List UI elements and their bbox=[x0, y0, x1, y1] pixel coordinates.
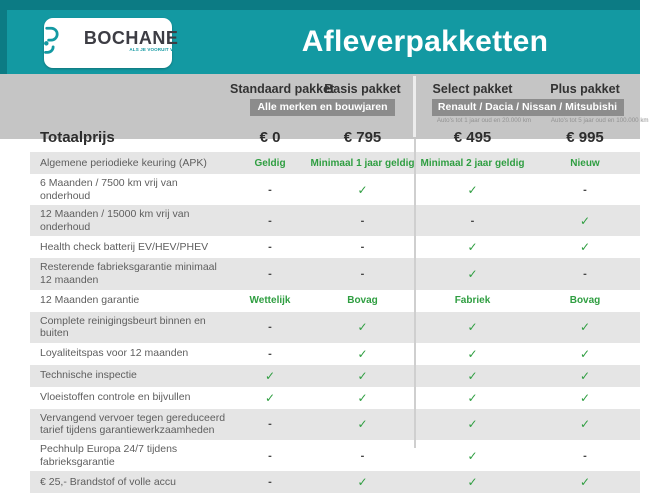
cell-plus: - bbox=[583, 267, 587, 280]
row-label: Technische inspectie bbox=[40, 369, 137, 382]
row-label: Pechhulp Europa 24/7 tijdens fabrieksgarantie bbox=[40, 442, 178, 468]
badge-alle-merken: Alle merken en bouwjaren bbox=[250, 99, 395, 116]
table-row bbox=[30, 409, 640, 440]
cell-plus: ✓ bbox=[579, 368, 591, 383]
cell-select: Minimaal 2 jaar geldig bbox=[420, 157, 525, 169]
bochane-logo bbox=[44, 18, 179, 68]
price-plus: € 995 bbox=[566, 129, 604, 146]
cell-select: ✓ bbox=[467, 346, 478, 361]
cell-standaard: - bbox=[268, 449, 272, 462]
cell-plus: Bovag bbox=[569, 295, 601, 307]
cell-basis: ✓ bbox=[357, 475, 368, 490]
col-title-standaard: Standaard pakket bbox=[230, 82, 335, 96]
cell-basis: ✓ bbox=[357, 346, 368, 361]
col-title-basis: Basis pakket bbox=[324, 82, 401, 96]
logo-wordmark: BOCHANE bbox=[83, 27, 179, 48]
cell-select: ✓ bbox=[467, 320, 478, 335]
table-row bbox=[30, 152, 640, 174]
cell-plus: - bbox=[583, 449, 587, 462]
header-bar bbox=[0, 10, 640, 74]
row-label: Health check batterij EV/HEV/PHEV bbox=[40, 241, 209, 254]
comparison-table bbox=[0, 152, 640, 493]
cell-select: ✓ bbox=[467, 182, 478, 197]
totaalprijs-label: Totaalprijs bbox=[40, 129, 115, 146]
cell-plus: ✓ bbox=[579, 320, 591, 335]
col-title-select: Select pakket bbox=[432, 82, 513, 96]
cell-select: ✓ bbox=[467, 417, 478, 432]
cell-select: ✓ bbox=[467, 240, 478, 255]
cell-select: - bbox=[470, 214, 475, 227]
bochane-logo-icon bbox=[38, 25, 64, 62]
cell-standaard: - bbox=[268, 183, 272, 196]
cell-plus: ✓ bbox=[579, 390, 591, 405]
cell-standaard: Geldig bbox=[254, 157, 286, 169]
row-label: € 25,- Brandstof of volle accu bbox=[40, 475, 176, 488]
row-label: 12 Maanden garantie bbox=[40, 294, 140, 307]
badge-merken-select-plus: Renault / Dacia / Nissan / Mitsubishi bbox=[432, 99, 624, 116]
table-row bbox=[30, 365, 640, 387]
cell-standaard: - bbox=[268, 347, 272, 360]
caption-select: Auto's tot 1 jaar oud en 20.000 km bbox=[436, 117, 532, 124]
packages-header-band bbox=[0, 74, 649, 146]
price-select: € 495 bbox=[453, 129, 492, 146]
cell-basis: - bbox=[360, 449, 365, 462]
cell-plus: Nieuw bbox=[570, 157, 600, 169]
cell-basis: ✓ bbox=[357, 320, 368, 335]
cell-select: ✓ bbox=[467, 368, 478, 383]
cell-select: ✓ bbox=[467, 448, 478, 463]
cell-standaard: - bbox=[268, 241, 272, 254]
cell-basis: - bbox=[360, 214, 365, 227]
cell-select: ✓ bbox=[467, 390, 478, 405]
cell-select: Fabriek bbox=[454, 295, 491, 307]
table-row bbox=[30, 343, 640, 365]
price-basis: € 795 bbox=[343, 129, 382, 146]
cell-standaard: - bbox=[268, 418, 272, 431]
row-label: 12 Maanden / 15000 km vrij van onderhoud bbox=[40, 208, 190, 233]
row-label: 6 Maanden / 7500 km vrij van onderhoud bbox=[40, 177, 178, 202]
cell-basis: - bbox=[360, 267, 365, 280]
table-row bbox=[30, 387, 640, 409]
cell-plus: ✓ bbox=[579, 240, 591, 255]
top-accent-strip bbox=[0, 0, 640, 10]
col-title-plus: Plus pakket bbox=[550, 82, 620, 96]
cell-select: ✓ bbox=[467, 475, 478, 490]
cell-plus: ✓ bbox=[579, 417, 591, 432]
cell-basis: ✓ bbox=[357, 417, 368, 432]
table-row bbox=[30, 471, 640, 493]
cell-standaard: - bbox=[268, 476, 272, 489]
table-row bbox=[30, 205, 640, 236]
table-row bbox=[30, 174, 640, 205]
row-label: Complete reinigingsbeurt binnen en buiten bbox=[40, 314, 206, 340]
price-standaard: € 0 bbox=[259, 129, 281, 146]
row-label: Algemene periodieke keuring (APK) bbox=[40, 156, 207, 169]
table-row bbox=[30, 312, 640, 343]
row-label: Resterende fabrieksgarantie minimaal 12 maanden bbox=[40, 261, 217, 286]
logo-tagline: ALS JE VOORUIT WIL bbox=[129, 47, 179, 52]
cell-plus: ✓ bbox=[579, 213, 591, 228]
row-label: Vloeistoffen controle en bijvullen bbox=[40, 391, 191, 404]
column-group-divider bbox=[413, 76, 416, 137]
table-row bbox=[30, 258, 640, 289]
cell-plus: - bbox=[583, 183, 587, 196]
page-title: Afleverpakketten bbox=[301, 25, 549, 58]
cell-basis: ✓ bbox=[357, 368, 368, 383]
table-row bbox=[30, 236, 640, 258]
cell-basis: - bbox=[360, 241, 365, 254]
caption-plus: Auto's tot 5 jaar oud en 100.000 km bbox=[550, 117, 649, 124]
cell-standaard: Wettelijk bbox=[249, 295, 291, 307]
table-row bbox=[30, 440, 640, 471]
table-row bbox=[30, 290, 640, 312]
cell-standaard: - bbox=[268, 321, 272, 334]
cell-standaard: - bbox=[268, 214, 272, 227]
row-label: Loyaliteitspas voor 12 maanden bbox=[40, 347, 189, 360]
column-group-divider bbox=[414, 139, 416, 448]
cell-basis: ✓ bbox=[357, 182, 368, 197]
cell-plus: ✓ bbox=[579, 475, 591, 490]
cell-standaard: ✓ bbox=[264, 390, 276, 405]
row-label: Vervangend vervoer tegen gereduceerd tarief tijdens garantiewerkzaamheden bbox=[40, 411, 226, 437]
cell-plus: ✓ bbox=[579, 346, 591, 361]
cell-standaard: ✓ bbox=[264, 368, 276, 383]
cell-select: ✓ bbox=[467, 266, 478, 281]
cell-basis: Minimaal 1 jaar geldig bbox=[310, 157, 415, 169]
cell-basis: ✓ bbox=[357, 390, 368, 405]
cell-basis: Bovag bbox=[347, 295, 378, 307]
cell-standaard: - bbox=[268, 267, 272, 280]
